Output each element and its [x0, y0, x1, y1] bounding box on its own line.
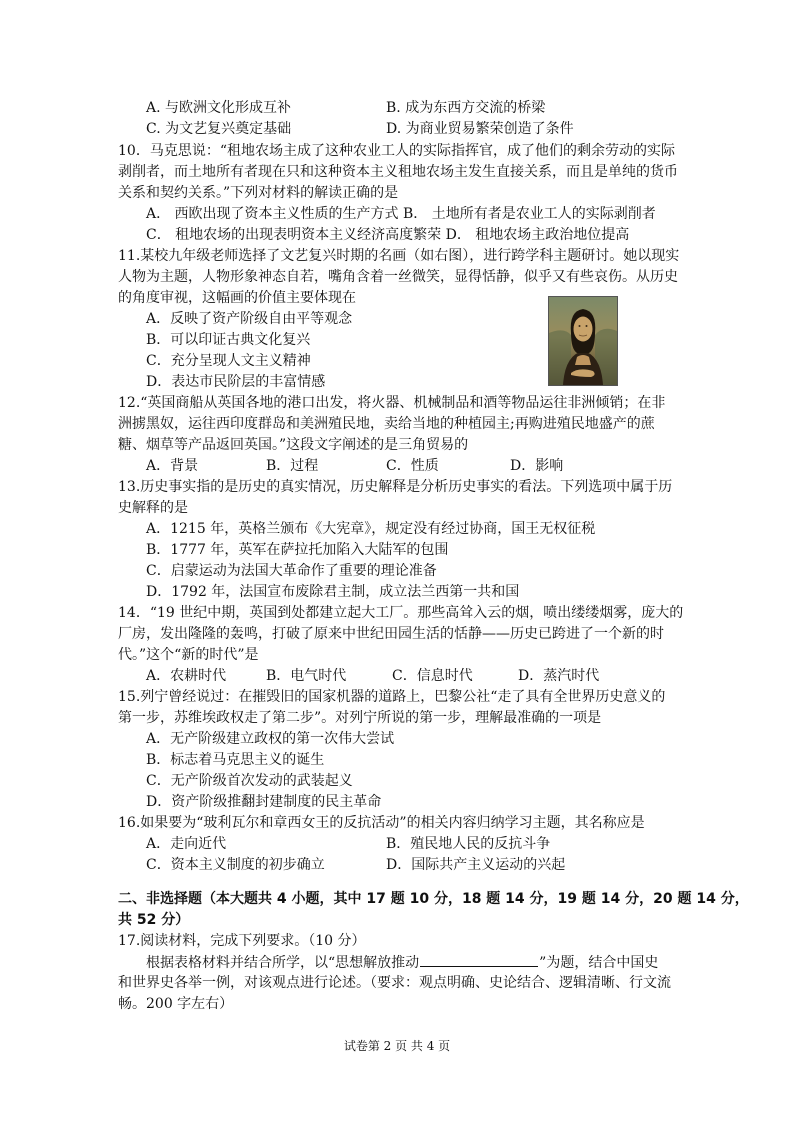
q15-stem-line-2: 第一步，苏维埃政权走了第二步”。对列宁所说的第一步，理解最准确的一项是	[118, 710, 602, 726]
q12-option-c: C．性质	[386, 458, 439, 474]
q17-answer-blank[interactable]	[420, 952, 538, 967]
q9-option-d: D. 为商业贸易繁荣创造了条件	[386, 121, 574, 137]
q13-stem-line-1: 13.历史事实指的是历史的真实情况，历史解释是分析历史事实的看法。下列选项中属于历	[118, 479, 673, 495]
q16-option-c: C．资本主义制度的初步确立	[146, 857, 325, 873]
q12-option-a: A．背景	[146, 458, 199, 474]
q11-stem-line-3: 的角度审视，这幅画的价值主要体现在	[118, 290, 356, 306]
q16-option-b: B．殖民地人民的反抗斗争	[386, 836, 551, 852]
q14-option-b: B．电气时代	[266, 668, 347, 684]
q12-stem-line-3: 糖、烟草等产品返回英国。”这段文字阐述的是三角贸易的	[118, 437, 469, 453]
q17-prompt-line-2: 和世界史各举一例，对该观点进行论述。（要求：观点明确、史论结合、逻辑清晰、行文流	[118, 975, 671, 991]
q17-prompt-before-blank: 根据表格材料并结合所学，以“思想解放推动	[146, 955, 420, 971]
q16-option-a: A．走向近代	[146, 836, 227, 852]
q11-stem-line-2: 人物为主题，人物形象神态自若，嘴角含着一丝微笑，显得恬静，似乎又有些哀伤。从历史	[118, 269, 678, 285]
q14-option-c: C．信息时代	[392, 668, 473, 684]
q11-option-d: D．表达市民阶层的丰富情感	[146, 374, 326, 390]
q13-option-b: B．1777 年，英军在萨拉托加陷入大陆军的包围	[146, 542, 449, 558]
q10-options-cd: C． 租地农场的出现表明资本主义经济高度繁荣 D． 租地农场主政治地位提高	[146, 227, 630, 243]
q10-stem-line-1: 10．马克思说：“租地农场主成了这种农业工人的实际指挥官，成了他们的剩余劳动的实际	[118, 143, 675, 159]
q15-option-a: A．无产阶级建立政权的第一次伟大尝试	[146, 731, 395, 747]
q14-option-a: A．农耕时代	[146, 668, 227, 684]
q10-options-ab: A． 西欧出现了资本主义性质的生产方式 B． 土地所有者是农业工人的实际剥削者	[146, 206, 656, 222]
q12-option-d: D．影响	[510, 458, 564, 474]
q13-stem-line-2: 史解释的是	[118, 500, 188, 516]
q17-title: 17.阅读材料，完成下列要求。（10 分）	[118, 933, 366, 949]
q14-option-d: D．蒸汽时代	[518, 668, 600, 684]
q17-prompt-line-1	[146, 952, 658, 973]
q13-option-c: C．启蒙运动为法国大革命作了重要的理论准备	[146, 563, 437, 579]
section-2-heading-line-2: 共 52 分）	[118, 912, 190, 928]
q11-option-c: C．充分呈现人文主义精神	[146, 353, 311, 369]
q13-option-d: D．1792 年，法国宣布废除君主制，成立法兰西第一共和国	[146, 584, 520, 600]
page-footer: 试卷第 2 页 共 4 页	[343, 1039, 451, 1053]
q15-option-b: B．标志着马克思主义的诞生	[146, 752, 325, 768]
q11-stem-line-1: 11.某校九年级老师选择了文艺复兴时期的名画（如右图），进行跨学科主题研讨。她以现实	[118, 248, 680, 264]
q15-option-d: D．资产阶级推翻封建制度的民主革命	[146, 794, 382, 810]
q11-option-b: B．可以印证古典文化复兴	[146, 332, 311, 348]
q12-stem-line-1: 12.“英国商船从英国各地的港口出发，将火器、机械制品和酒等物品运往非洲倾销；在非	[118, 395, 666, 411]
q12-stem-line-2: 洲掳黑奴，运往西印度群岛和美洲殖民地，卖给当地的种植园主;再购进殖民地盛产的蔗	[118, 416, 655, 432]
q17-prompt-line-3: 畅。200 字左右）	[118, 996, 234, 1012]
q10-stem-line-2: 剥削者，而土地所有者现在只和这种资本主义租地农场主发生直接关系，而且是单纯的货币	[118, 164, 678, 180]
mona-lisa-painting-image	[548, 296, 618, 386]
q14-stem-line-3: 代。”这个“新的时代”是	[118, 647, 259, 663]
q16-stem-line-1: 16.如果要为“玻利瓦尔和章西女王的反抗活动”的相关内容归纳学习主题，其名称应是	[118, 815, 645, 831]
q16-option-d: D．国际共产主义运动的兴起	[386, 857, 566, 873]
q10-stem-line-3: 关系和契约关系。”下列对材料的解读正确的是	[118, 185, 399, 201]
painting-svg	[549, 297, 617, 385]
q9-option-c: C. 为文艺复兴奠定基础	[146, 121, 292, 137]
q15-option-c: C．无产阶级首次发动的武装起义	[146, 773, 353, 789]
q17-prompt-after-blank: ”为题，结合中国史	[539, 955, 659, 971]
section-2-heading-line-1: 二、非选择题（本大题共 4 小题，其中 17 题 10 分，18 题 14 分，19 题 14 分，20 题 14 分，	[118, 891, 749, 907]
q14-stem-line-1: 14．“19 世纪中期，英国到处都建立起大工厂。那些高耸入云的烟，喷出缕缕烟雾，庞大的	[118, 605, 684, 621]
q9-option-a: A. 与欧洲文化形成互补	[146, 100, 292, 116]
q14-stem-line-2: 厂房，发出隆隆的轰鸣，打破了原来中世纪田园生活的恬静——历史已跨进了一个新的时	[118, 626, 664, 642]
q11-option-a: A．反映了资产阶级自由平等观念	[146, 311, 353, 327]
q15-stem-line-1: 15.列宁曾经说过：在摧毁旧的国家机器的道路上，巴黎公社“走了具有全世界历史意义的	[118, 689, 666, 705]
q12-option-b: B．过程	[266, 458, 319, 474]
q9-option-b: B. 成为东西方交流的桥梁	[386, 100, 546, 116]
q13-option-a: A．1215 年，英格兰颁布《大宪章》，规定没有经过协商，国王无权征税	[146, 521, 596, 537]
